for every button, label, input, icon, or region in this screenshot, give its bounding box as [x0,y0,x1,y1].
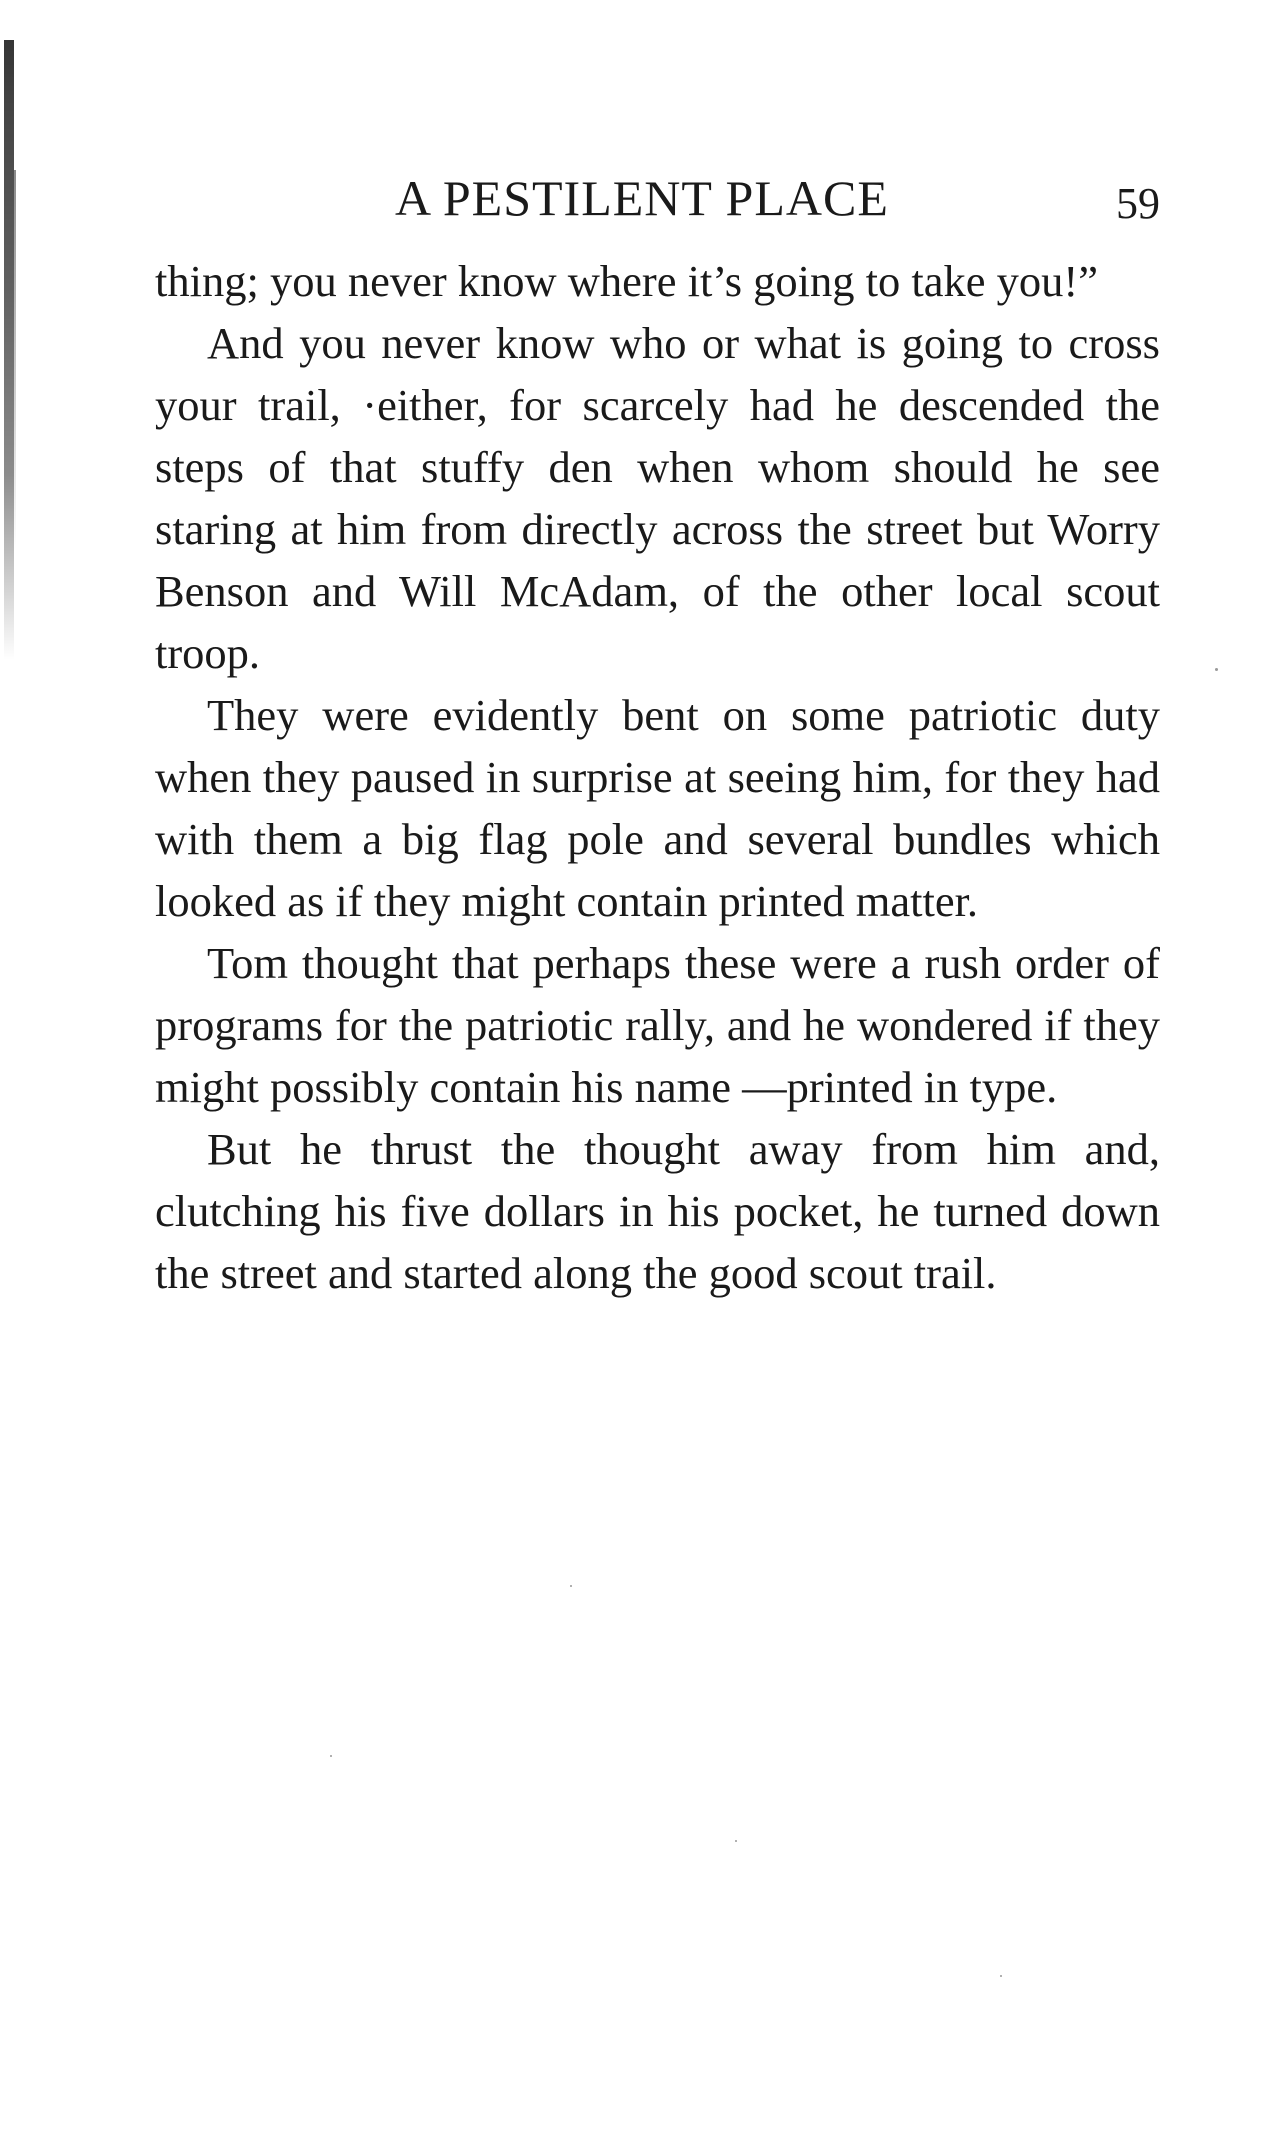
scan-speck [570,1585,572,1587]
scan-speck [1215,668,1218,671]
binding-edge-line [14,170,16,550]
binding-edge-shadow [4,40,14,660]
body-text [155,250,1160,1304]
paragraph-continued: thing; you never know where it’s going to take you!” [155,256,1098,306]
paragraph: Tom thought that perhaps these were a rush order of programs for the patriotic rally, and he wondered if they might possibly contain his name —printed in type. [155,938,1160,1112]
paragraph: They were evidently bent on some patriotic duty when they paused in surprise at seeing him, for they had with them a big flag pole and several bundles which looked as if they might contain printed matter. [155,690,1160,926]
scan-speck [735,1840,737,1842]
running-title: A PESTILENT PLACE [395,170,889,226]
page-number: 59 [1116,179,1160,228]
scan-speck [330,1755,332,1757]
scan-speck [1000,1975,1002,1977]
paragraph: And you never know who or what is going to cross your trail, ·either, for scarcely had he descended the steps of that stuffy den when whom should he see staring at him from directly across the street but Worry Benson and Will McAdam, of the other local scout troop. [155,318,1160,678]
running-head [155,168,1160,228]
paragraph: But he thrust the thought away from him and, clutching his five dollars in his pocket, he turned down the street and started along the good scout trail. [155,1124,1160,1298]
